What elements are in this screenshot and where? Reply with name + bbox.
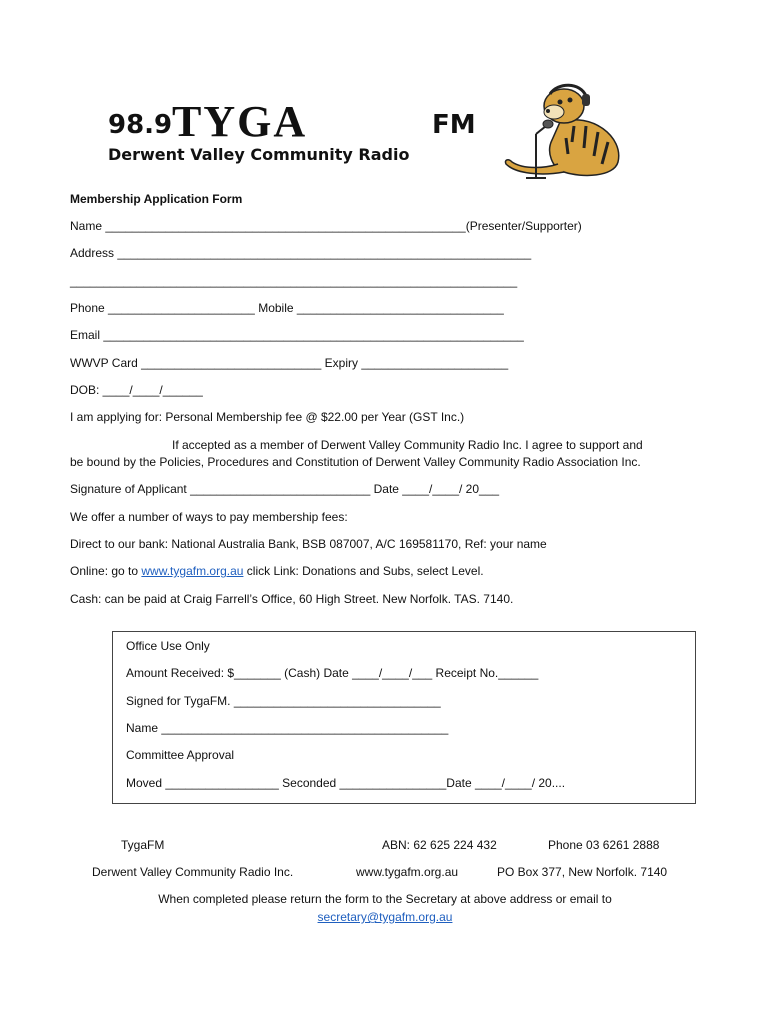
footer-email-wrap: [0, 910, 770, 924]
secretary-email-link[interactable]: secretary@tygafm.org.au: [317, 910, 453, 924]
logo-band: FM: [432, 110, 476, 140]
online-prefix: Online: go to: [70, 564, 142, 578]
office-name-field: Name ___________________________________________: [126, 721, 449, 735]
online-payment: [70, 564, 484, 578]
cash-payment: Cash: can be paid at Craig Farrell’s Office, 60 High Street. New Norfolk. TAS. 7140.: [70, 592, 514, 606]
signed-for-field: Signed for TygaFM. _______________________________: [126, 694, 441, 708]
office-use-title: Office Use Only: [126, 639, 210, 653]
phone-mobile-field: Phone ______________________ Mobile _______________________________: [70, 301, 504, 315]
address-field-line2: ___________________________________________________________________: [70, 274, 518, 288]
moved-seconded-field: Moved _________________ Seconded ________________Date ____/____/ 20....: [126, 776, 566, 790]
bank-details: Direct to our bank: National Australia Bank, BSB 087007, A/C 169581170, Ref: your name: [70, 537, 547, 551]
footer-return-note: When completed please return the form to the Secretary at above address or email to: [158, 892, 612, 906]
form-title: Membership Application Form: [70, 192, 243, 206]
online-suffix: click Link: Donations and Subs, select Level.: [243, 564, 484, 578]
committee-approval: Committee Approval: [126, 748, 235, 762]
office-use-box: [112, 631, 696, 804]
agreement-text-line2: be bound by the Policies, Procedures and Constitution of Derwent Valley Community Radio Association Inc.: [70, 455, 641, 469]
website-link[interactable]: www.tygafm.org.au: [141, 564, 244, 578]
logo-name: TYGA: [172, 97, 308, 146]
tiger-mascot-icon: [502, 82, 628, 180]
footer-website: www.tygafm.org.au: [356, 865, 459, 879]
payment-intro: We offer a number of ways to pay membership fees:: [70, 510, 348, 524]
amount-received-field: Amount Received: $_______ (Cash) Date ____/____/___ Receipt No.______: [126, 666, 539, 680]
footer-po-box: PO Box 377, New Norfolk. 7140: [497, 865, 668, 879]
logo-subtitle: Derwent Valley Community Radio: [108, 145, 410, 164]
footer-org-full: Derwent Valley Community Radio Inc.: [92, 865, 294, 879]
footer-phone: Phone 03 6261 2888: [548, 838, 660, 852]
dob-field: DOB: ____/____/______: [70, 383, 203, 397]
applying-for: I am applying for: Personal Membership fee @ $22.00 per Year (GST Inc.): [70, 410, 465, 424]
name-field: Name ______________________________________________________(Presenter/Supporter): [70, 219, 582, 233]
address-field: Address ______________________________________________________________: [70, 246, 532, 260]
logo-frequency: 98.9: [108, 110, 173, 140]
email-field: Email _______________________________________________________________: [70, 328, 524, 342]
footer-org-short: TygaFM: [121, 838, 165, 852]
agreement-text: If accepted as a member of Derwent Valley Community Radio Inc. I agree to support and: [172, 438, 643, 452]
footer-abn: ABN: 62 625 224 432: [382, 838, 497, 852]
wwvp-card-field: WWVP Card ___________________________ Expiry ______________________: [70, 356, 509, 370]
signature-field: Signature of Applicant ___________________________ Date ____/____/ 20___: [70, 482, 500, 496]
